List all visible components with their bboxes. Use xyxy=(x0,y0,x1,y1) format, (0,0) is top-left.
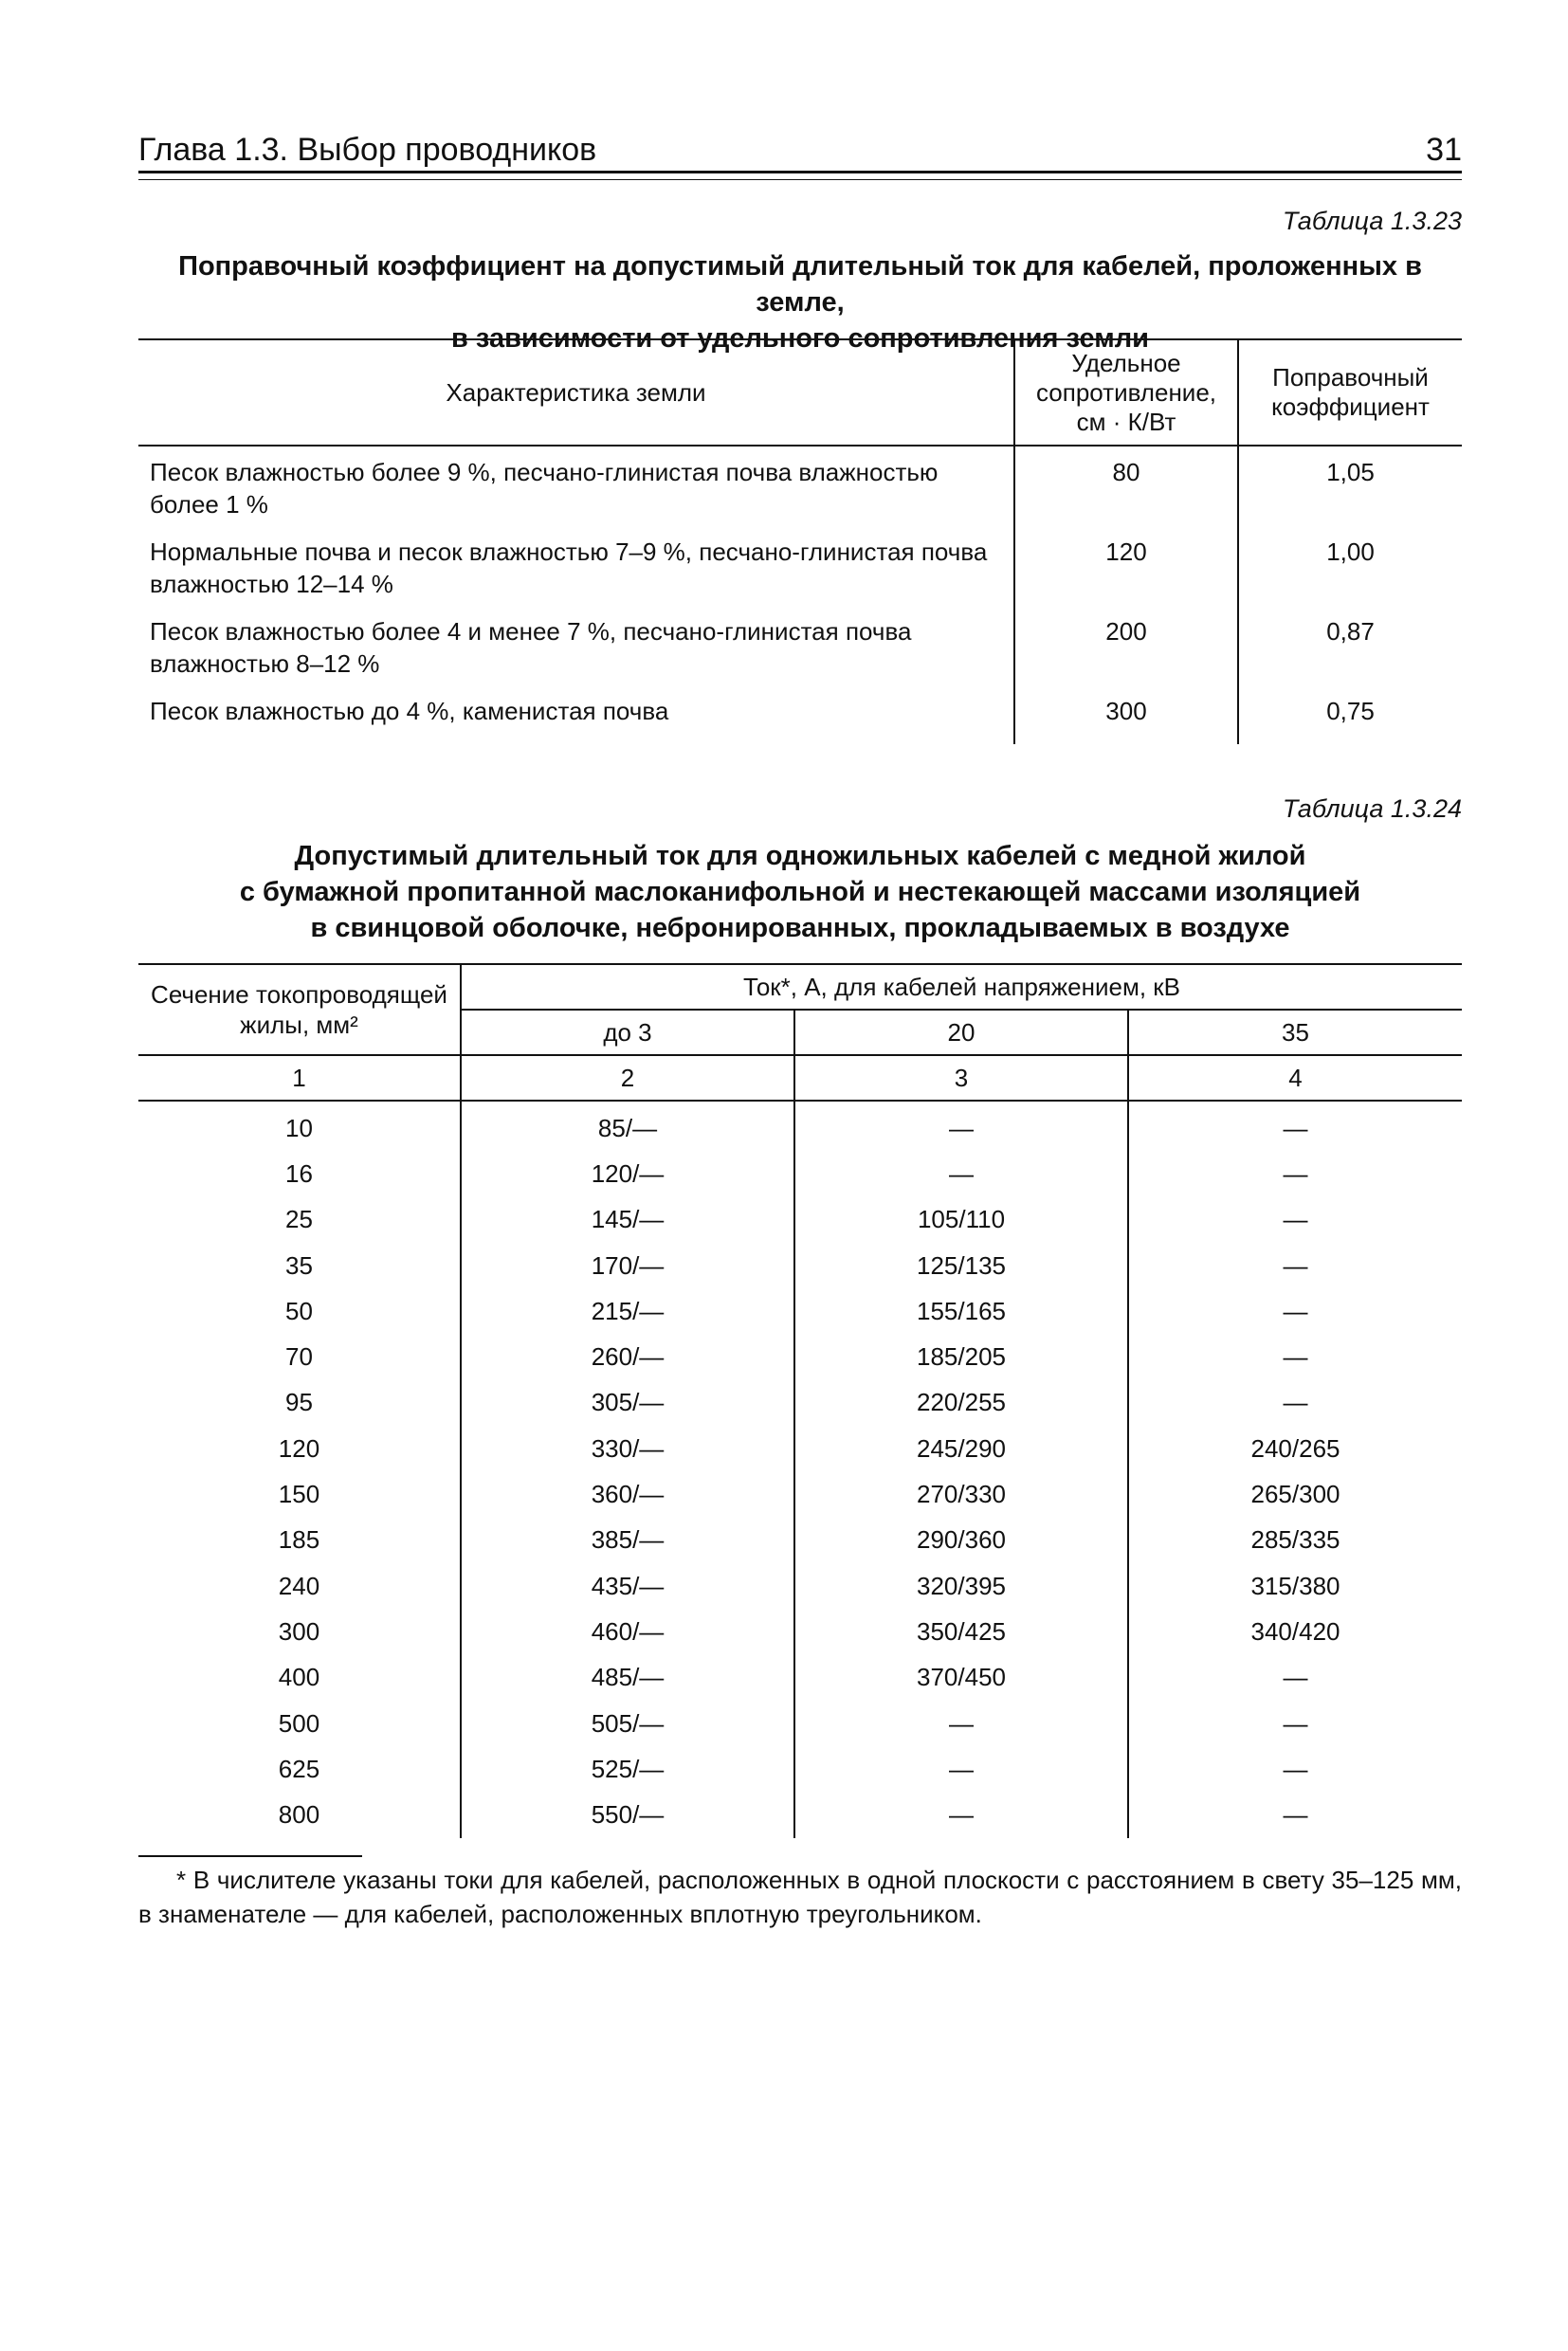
table-24-title-line: Допустимый длительный ток для одножильных кабелей с медной жилой xyxy=(294,841,1306,871)
cross-section-cell: 50 xyxy=(285,1296,313,1325)
resistivity-value: 200 xyxy=(1014,615,1238,695)
current-35kv-cell: — xyxy=(1128,1197,1462,1243)
current-up-to-3kv-cell: 505/— xyxy=(461,1701,794,1746)
current-35kv-cell: — xyxy=(1128,1243,1462,1288)
chapter-title: Глава 1.3. Выбор проводников xyxy=(138,132,597,168)
table-row xyxy=(138,1101,1462,1151)
page-number: 31 xyxy=(1426,132,1462,168)
current-up-to-3kv-cell: 330/— xyxy=(461,1426,794,1471)
table-23-title-line: в зависимости от удельного сопротивления земли xyxy=(451,323,1149,354)
current-20kv-cell: 220/255 xyxy=(794,1380,1128,1426)
current-20kv-cell: 320/395 xyxy=(794,1563,1128,1609)
column-index: 1 xyxy=(138,1055,461,1101)
current-35kv-cell: 285/335 xyxy=(1128,1518,1462,1563)
correction-factor: 0,75 xyxy=(1238,695,1462,744)
column-index: 2 xyxy=(461,1055,794,1101)
current-35kv-cell: — xyxy=(1128,1746,1462,1792)
table-row xyxy=(138,1518,1462,1563)
header-soil: Характеристика земли xyxy=(138,339,1014,446)
current-35kv-cell: 340/420 xyxy=(1128,1609,1462,1654)
cross-section-cell: 240 xyxy=(278,1571,320,1600)
correction-factor: 0,87 xyxy=(1238,615,1462,695)
current-20kv-cell: — xyxy=(794,1701,1128,1746)
current-20kv-cell: 155/165 xyxy=(794,1288,1128,1334)
cross-section-cell: 625 xyxy=(278,1754,320,1783)
table-row xyxy=(138,1792,1462,1837)
current-35kv-cell: — xyxy=(1128,1288,1462,1334)
current-20kv-cell: 125/135 xyxy=(794,1243,1128,1288)
table-24-title-line: с бумажной пропитанной маслоканифольной и нестекающей массами изоляцией xyxy=(239,877,1361,907)
cross-section-cell: 400 xyxy=(278,1663,320,1692)
current-20kv-cell: — xyxy=(794,1792,1128,1837)
cross-section-cell: 300 xyxy=(278,1616,320,1646)
current-20kv-cell: — xyxy=(794,1101,1128,1151)
current-up-to-3kv-cell: 360/— xyxy=(461,1471,794,1517)
table-row xyxy=(138,1746,1462,1792)
header-resistivity: Удельное сопротивление, см · К/Вт xyxy=(1014,339,1238,446)
current-up-to-3kv-cell: 385/— xyxy=(461,1518,794,1563)
cross-section-cell: 25 xyxy=(285,1205,313,1234)
resistivity-value: 300 xyxy=(1014,695,1238,744)
current-up-to-3kv-cell: 435/— xyxy=(461,1563,794,1609)
current-20kv-cell: 105/110 xyxy=(794,1197,1128,1243)
cable-current-table xyxy=(138,963,1462,1838)
soil-correction-table xyxy=(138,338,1462,744)
column-index: 4 xyxy=(1128,1055,1462,1101)
current-35kv-cell: — xyxy=(1128,1101,1462,1151)
soil-description: Песок влажностью до 4 %, каменистая почва xyxy=(150,697,669,725)
current-20kv-cell: 245/290 xyxy=(794,1426,1128,1471)
current-up-to-3kv-cell: 170/— xyxy=(461,1243,794,1288)
current-up-to-3kv-cell: 525/— xyxy=(461,1746,794,1792)
table-23-title-line: Поправочный коэффициент на допустимый длительный ток для кабелей, проложенных в земле, xyxy=(178,251,1422,318)
table-row xyxy=(138,1471,1462,1517)
header-section: Сечение токопроводящей жилы, мм² xyxy=(138,964,461,1055)
current-up-to-3kv-cell: 305/— xyxy=(461,1380,794,1426)
current-up-to-3kv-cell: 145/— xyxy=(461,1197,794,1243)
column-index: 3 xyxy=(794,1055,1128,1101)
current-up-to-3kv-cell: 215/— xyxy=(461,1288,794,1334)
resistivity-value: 80 xyxy=(1014,446,1238,536)
cross-section-cell: 16 xyxy=(285,1158,313,1188)
header-voltage: до 3 xyxy=(461,1010,794,1055)
resistivity-value: 120 xyxy=(1014,536,1238,615)
current-up-to-3kv-cell: 85/— xyxy=(461,1101,794,1151)
current-20kv-cell: — xyxy=(794,1151,1128,1196)
table-row xyxy=(138,1426,1462,1471)
table-row xyxy=(138,536,1462,615)
header-rule-thick xyxy=(138,171,1462,173)
table-row xyxy=(138,695,1462,744)
current-35kv-cell: 240/265 xyxy=(1128,1426,1462,1471)
current-20kv-cell: — xyxy=(794,1746,1128,1792)
table-row xyxy=(138,1609,1462,1654)
table-header-row xyxy=(138,339,1462,446)
table-row xyxy=(138,1380,1462,1426)
table-row xyxy=(138,1563,1462,1609)
current-up-to-3kv-cell: 120/— xyxy=(461,1151,794,1196)
cross-section-cell: 185 xyxy=(278,1525,320,1555)
current-35kv-cell: 315/380 xyxy=(1128,1563,1462,1609)
table-row xyxy=(138,446,1462,536)
current-up-to-3kv-cell: 550/— xyxy=(461,1792,794,1837)
table-24-title-line: в свинцовой оболочке, небронированных, прокладываемых в воздухе xyxy=(310,913,1290,943)
cross-section-cell: 95 xyxy=(285,1388,313,1417)
table-row xyxy=(138,1655,1462,1701)
current-20kv-cell: 370/450 xyxy=(794,1655,1128,1701)
footnote-rule xyxy=(138,1855,362,1857)
table-row xyxy=(138,1151,1462,1196)
table-row xyxy=(138,1288,1462,1334)
table-row xyxy=(138,615,1462,695)
current-20kv-cell: 270/330 xyxy=(794,1471,1128,1517)
table-24-title xyxy=(138,838,1462,946)
cross-section-cell: 10 xyxy=(285,1113,313,1142)
soil-description: Песок влажностью более 9 %, песчано-глинистая почва влажностью более 1 % xyxy=(150,458,939,519)
current-35kv-cell: — xyxy=(1128,1701,1462,1746)
current-20kv-cell: 290/360 xyxy=(794,1518,1128,1563)
correction-factor: 1,00 xyxy=(1238,536,1462,615)
table-23-number: Таблица 1.3.23 xyxy=(1282,207,1462,235)
current-20kv-cell: 350/425 xyxy=(794,1609,1128,1654)
current-35kv-cell: — xyxy=(1128,1151,1462,1196)
header-rule-thin xyxy=(138,179,1462,180)
current-35kv-cell: — xyxy=(1128,1655,1462,1701)
cross-section-cell: 70 xyxy=(285,1342,313,1372)
cross-section-cell: 120 xyxy=(278,1433,320,1463)
footnote: * В числителе указаны токи для кабелей, расположенных в одной плоскости с расстоянием в свету 35–125 мм, в знаменателе — для кабелей, расположенных вплотную треугольником. xyxy=(138,1866,1462,1928)
soil-description: Песок влажностью более 4 и менее 7 %, песчано-глинистая почва влажностью 8–12 % xyxy=(150,617,912,678)
current-up-to-3kv-cell: 260/— xyxy=(461,1334,794,1379)
cross-section-cell: 800 xyxy=(278,1800,320,1830)
table-24-number: Таблица 1.3.24 xyxy=(1282,794,1462,823)
table-row xyxy=(138,1701,1462,1746)
cross-section-cell: 35 xyxy=(285,1250,313,1280)
table-index-row xyxy=(138,1055,1462,1101)
soil-description: Нормальные почва и песок влажностью 7–9 %, песчано-глинистая почва влажностью 12–14 % xyxy=(150,538,988,598)
current-35kv-cell: — xyxy=(1128,1380,1462,1426)
table-row xyxy=(138,1197,1462,1243)
table-row xyxy=(138,1334,1462,1379)
current-35kv-cell: 265/300 xyxy=(1128,1471,1462,1517)
running-header xyxy=(138,125,1462,169)
cross-section-cell: 150 xyxy=(278,1480,320,1509)
header-voltage: 35 xyxy=(1128,1010,1462,1055)
current-35kv-cell: — xyxy=(1128,1792,1462,1837)
table-body xyxy=(138,1101,1462,1838)
current-up-to-3kv-cell: 485/— xyxy=(461,1655,794,1701)
current-35kv-cell: — xyxy=(1128,1334,1462,1379)
header-voltage: 20 xyxy=(794,1010,1128,1055)
header-factor: Поправочный коэффициент xyxy=(1238,339,1462,446)
table-row xyxy=(138,1243,1462,1288)
current-up-to-3kv-cell: 460/— xyxy=(461,1609,794,1654)
correction-factor: 1,05 xyxy=(1238,446,1462,536)
table-header-row xyxy=(138,964,1462,1010)
cross-section-cell: 500 xyxy=(278,1708,320,1738)
current-20kv-cell: 185/205 xyxy=(794,1334,1128,1379)
header-current: Ток*, А, для кабелей напряжением, кВ xyxy=(461,964,1462,1010)
